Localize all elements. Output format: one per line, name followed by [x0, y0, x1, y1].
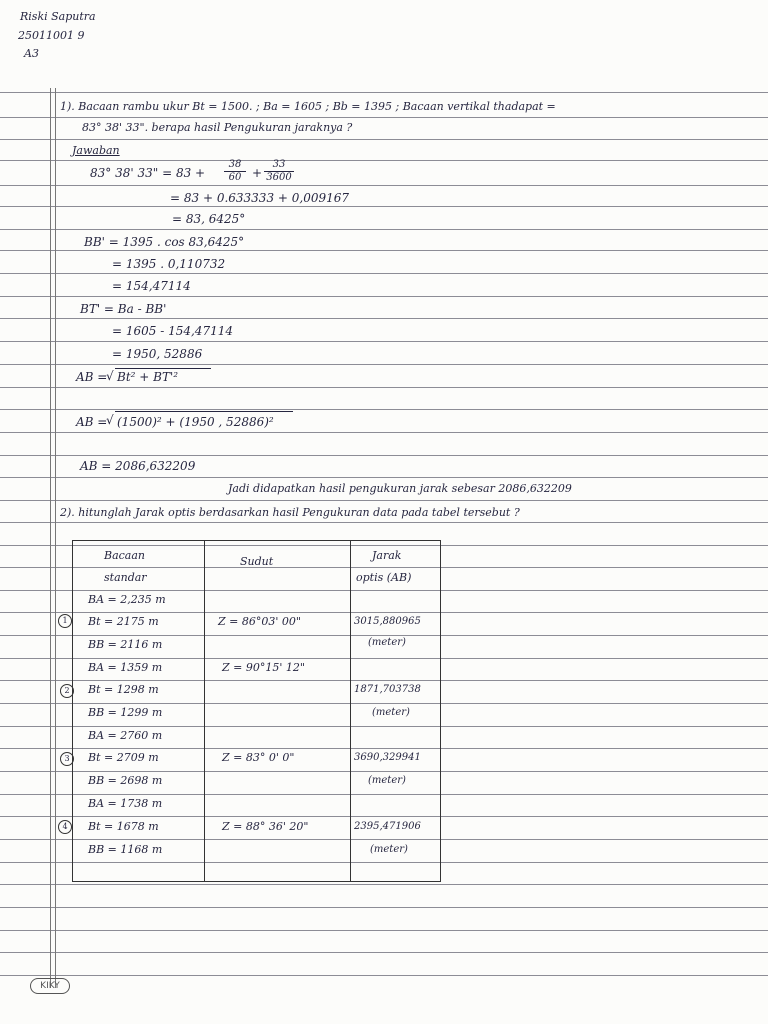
- row1-number: 1: [58, 614, 72, 628]
- row3-ba: BA = 2760 m: [88, 729, 163, 742]
- frac2-den: 3600: [266, 172, 292, 183]
- answer-label: Jawaban: [72, 144, 120, 157]
- step3c: = 1950, 52886: [112, 347, 203, 361]
- row1-dist: 3015,880965: [354, 616, 421, 627]
- row2-ba: BA = 1359 m: [88, 661, 163, 674]
- row3-bb: BB = 2698 m: [88, 774, 163, 787]
- row2-angle: Z = 90°15' 12": [222, 661, 305, 674]
- sqrt-sign-2: √: [106, 413, 114, 427]
- row3-dist: 3690,329941: [354, 752, 421, 763]
- header-sudut: Sudut: [240, 555, 274, 568]
- step3a: BT' = Ba - BB': [80, 302, 167, 316]
- row3-unit: (meter): [368, 775, 406, 786]
- step1c: = 83, 6425°: [172, 212, 246, 226]
- row1-angle: Z = 86°03' 00": [218, 615, 301, 628]
- step4a-label: AB =: [76, 370, 108, 384]
- student-name: Riski Saputra: [20, 10, 96, 23]
- row3-number: 3: [60, 752, 74, 766]
- step4c: AB = 2086,632209: [80, 459, 196, 473]
- step3b: = 1605 - 154,47114: [112, 324, 233, 338]
- row1-unit: (meter): [368, 637, 406, 648]
- class-code: A3: [24, 47, 39, 60]
- step1b: = 83 + 0.633333 + 0,009167: [170, 191, 350, 205]
- header-optis: optis (AB): [356, 571, 412, 584]
- frac1-den: 60: [228, 172, 242, 183]
- row4-ba: BA = 1738 m: [88, 797, 163, 810]
- student-id: 25011001 9: [18, 29, 85, 42]
- row2-unit: (meter): [372, 707, 410, 718]
- sqrt-sign-1: √: [106, 369, 114, 383]
- row4-bb: BB = 1168 m: [88, 843, 163, 856]
- fraction-seconds: [264, 160, 294, 183]
- sqrt-bar-2: [115, 411, 293, 412]
- row4-dist: 2395,471906: [354, 821, 421, 832]
- row4-bt: Bt = 1678 m: [88, 820, 159, 833]
- step4b-label: AB =: [76, 415, 108, 429]
- row1-bt: Bt = 2175 m: [88, 615, 159, 628]
- step2b: = 1395 . 0,110732: [112, 257, 226, 271]
- step2a: BB' = 1395 . cos 83,6425°: [84, 235, 245, 249]
- row2-bt: Bt = 1298 m: [88, 683, 159, 696]
- row4-unit: (meter): [370, 844, 408, 855]
- row1-ba: BA = 2,235 m: [88, 593, 166, 606]
- brand-logo: KIKY: [30, 978, 70, 994]
- row2-dist: 1871,703738: [354, 684, 421, 695]
- row2-bb: BB = 1299 m: [88, 706, 163, 719]
- header-standar: standar: [104, 571, 147, 584]
- plus-sign: +: [252, 166, 263, 180]
- step4a-root: Bt² + BT'²: [117, 370, 179, 384]
- q1-conclusion: Jadi didapatkan hasil pengukuran jarak sebesar 2086,632209: [228, 482, 572, 495]
- row4-angle: Z = 88° 36' 20": [222, 820, 309, 833]
- q1-line2: 83° 38' 33". berapa hasil Pengukuran jaraknya ?: [82, 121, 353, 134]
- fraction-minutes: [224, 160, 246, 183]
- q2-question: 2). hitunglah Jarak optis berdasarkan hasil Pengukuran data pada tabel tersebut ?: [60, 506, 520, 519]
- step2c: = 154,47114: [112, 279, 191, 293]
- step4b-root: (1500)² + (1950 , 52886)²: [117, 415, 274, 429]
- step1a: 83° 38' 33" = 83 +: [90, 166, 206, 180]
- q1-line1: 1). Bacaan rambu ukur Bt = 1500. ; Ba = 1605 ; Bb = 1395 ; Bacaan vertikal thadapat =: [60, 100, 556, 113]
- header-jarak: Jarak: [372, 549, 402, 562]
- frac1-num: 38: [228, 159, 242, 170]
- row3-angle: Z = 83° 0' 0": [222, 751, 295, 764]
- row4-number: 4: [58, 820, 72, 834]
- row1-bb: BB = 2116 m: [88, 638, 163, 651]
- sqrt-bar-1: [115, 368, 211, 369]
- row2-number: 2: [60, 684, 74, 698]
- header-bacaan: Bacaan: [104, 549, 146, 562]
- frac2-num: 33: [272, 159, 286, 170]
- row3-bt: Bt = 2709 m: [88, 751, 159, 764]
